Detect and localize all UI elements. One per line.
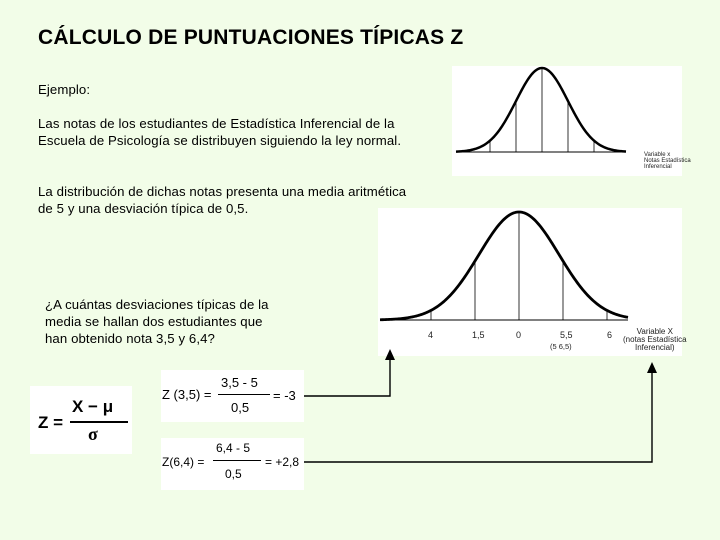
page-title: CÁLCULO DE PUNTUACIONES TÍPICAS Z bbox=[38, 26, 464, 49]
arrowhead-calc2 bbox=[647, 362, 657, 373]
tick-label: 5,5 bbox=[560, 330, 573, 340]
arrow-calc2 bbox=[304, 372, 652, 462]
question-line: ¿A cuántas desviaciones típicas de la bbox=[45, 297, 269, 312]
calc1-denominator: 0,5 bbox=[231, 400, 250, 415]
question-line: media se hallan dos estudiantes que bbox=[45, 314, 263, 329]
small-axis-label: Variable x Notas Estadística Inferencial bbox=[644, 152, 691, 170]
formula-lhs: Z = bbox=[38, 413, 64, 432]
calc2-denominator: 0,5 bbox=[225, 467, 242, 481]
arrowhead-calc1 bbox=[385, 349, 395, 360]
tick-label: 0 bbox=[516, 330, 522, 340]
paragraph-line: de 5 y una desviación típica de 0,5. bbox=[38, 201, 249, 216]
calc-z-6-4 bbox=[161, 438, 304, 490]
big-axis-label: Variable X (notas Estadística Inferencial) bbox=[623, 327, 687, 352]
tick-sub-label: (5 6,5) bbox=[550, 342, 572, 351]
paragraph-line: La distribución de dichas notas presenta una media aritmética bbox=[38, 184, 407, 199]
formula-fraction-bar bbox=[70, 421, 128, 423]
tick-label: 6 bbox=[607, 330, 613, 340]
calc1-result: = -3 bbox=[273, 388, 296, 403]
example-label: Ejemplo: bbox=[38, 82, 91, 97]
calc-z-3-5 bbox=[161, 370, 304, 422]
calc1-lhs: Z (3,5) = bbox=[162, 387, 212, 402]
tick-label: 4 bbox=[428, 330, 434, 340]
paragraph-line: Escuela de Psicología se distribuyen siguiendo la ley normal. bbox=[38, 133, 402, 148]
calc2-fraction-bar bbox=[213, 460, 261, 461]
question-line: han obtenido nota 3,5 y 6,4? bbox=[45, 331, 215, 346]
paragraph-line: Las notas de los estudiantes de Estadística Inferencial de la bbox=[38, 116, 395, 131]
calc2-result: = +2,8 bbox=[265, 455, 300, 469]
formula-denominator: σ bbox=[88, 424, 98, 444]
calc2-numerator: 6,4 - 5 bbox=[216, 441, 251, 455]
calc2-lhs: Z(6,4) = bbox=[162, 455, 205, 469]
formula-numerator: X − μ bbox=[72, 397, 114, 416]
z-formula bbox=[30, 386, 132, 454]
tick-label: 1,5 bbox=[472, 330, 485, 340]
calc1-fraction-bar bbox=[218, 394, 270, 395]
arrow-calc1 bbox=[304, 358, 390, 396]
calc1-numerator: 3,5 - 5 bbox=[221, 375, 258, 390]
